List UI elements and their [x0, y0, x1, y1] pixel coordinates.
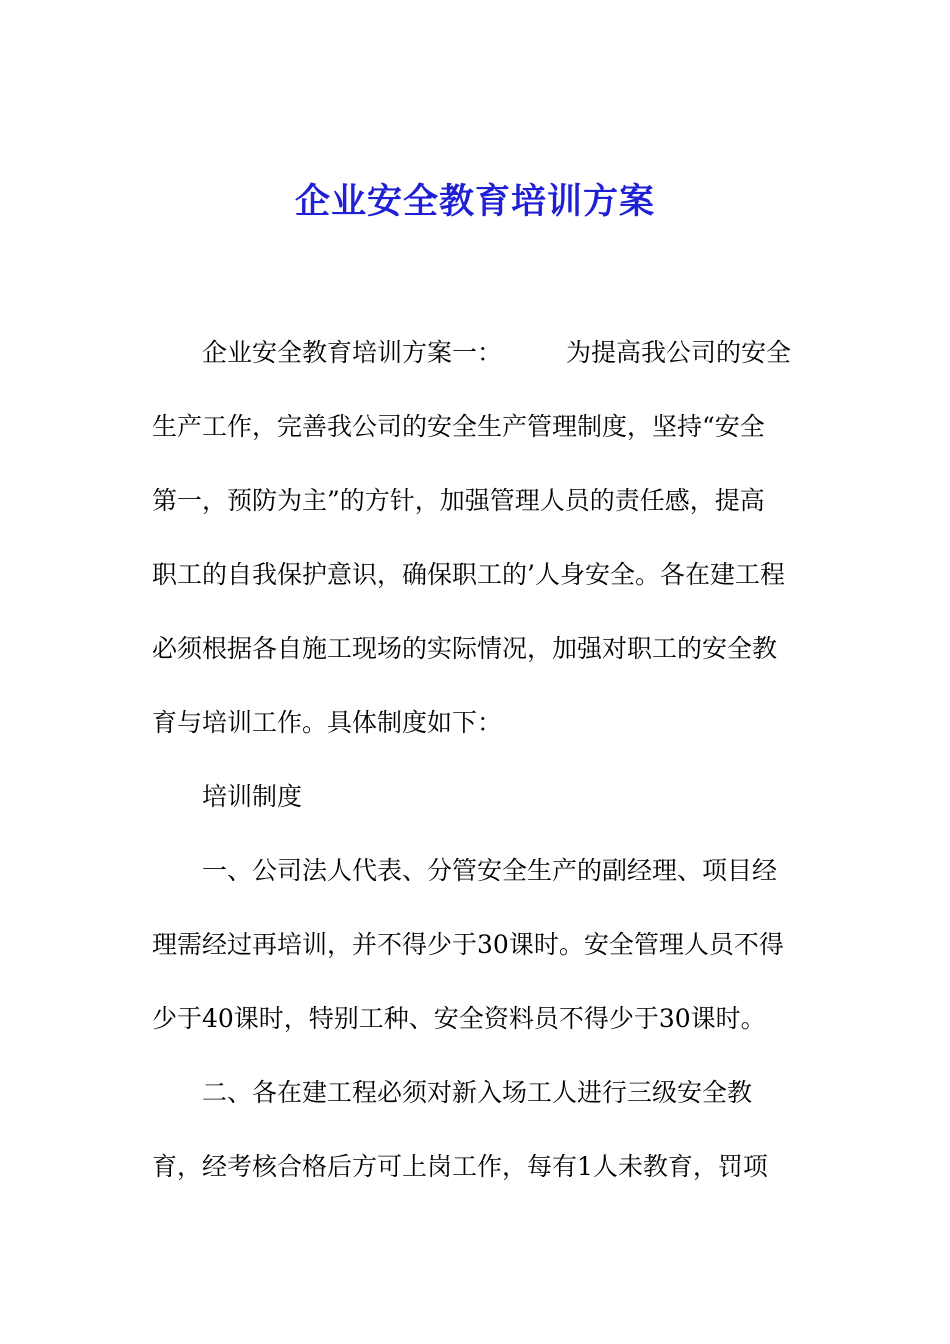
- paragraph-line-1: [202, 336, 791, 370]
- intro-label: 企业安全教育培训方案一：: [202, 338, 503, 367]
- intro-text: 为提高我公司的安全: [566, 338, 792, 367]
- item-1-line-2: 理需经过再培训，并不得少于30课时。安全管理人员不得: [152, 930, 784, 959]
- item-1-line-1: 一、公司法人代表、分管安全生产的副经理、项目经: [202, 856, 778, 885]
- item-2-line-1: 二、各在建工程必须对新入场工人进行三级安全教: [202, 1078, 753, 1107]
- document-title: 企业安全教育培训方案: [294, 182, 655, 222]
- section-heading: 培训制度: [202, 782, 303, 811]
- paragraph-line-4: 职工的自我保护意识，确保职工的’人身安全。各在建工程: [152, 560, 785, 589]
- item-2-line-2: 育，经考核合格后方可上岗工作，每有1人未教育，罚项: [152, 1152, 768, 1181]
- paragraph-line-5: 必须根据各自施工现场的实际情况，加强对职工的安全教: [152, 634, 778, 663]
- paragraph-line-2: 生产工作，完善我公司的安全生产管理制度，坚持“安全: [152, 412, 765, 441]
- paragraph-line-6: 育与培训工作。具体制度如下：: [152, 708, 503, 737]
- item-1-line-3: 少于40课时，特别工种、安全资料员不得少于30课时。: [152, 1004, 766, 1033]
- paragraph-line-3: 第一，预防为主”的方针，加强管理人员的责任感，提高: [152, 486, 765, 515]
